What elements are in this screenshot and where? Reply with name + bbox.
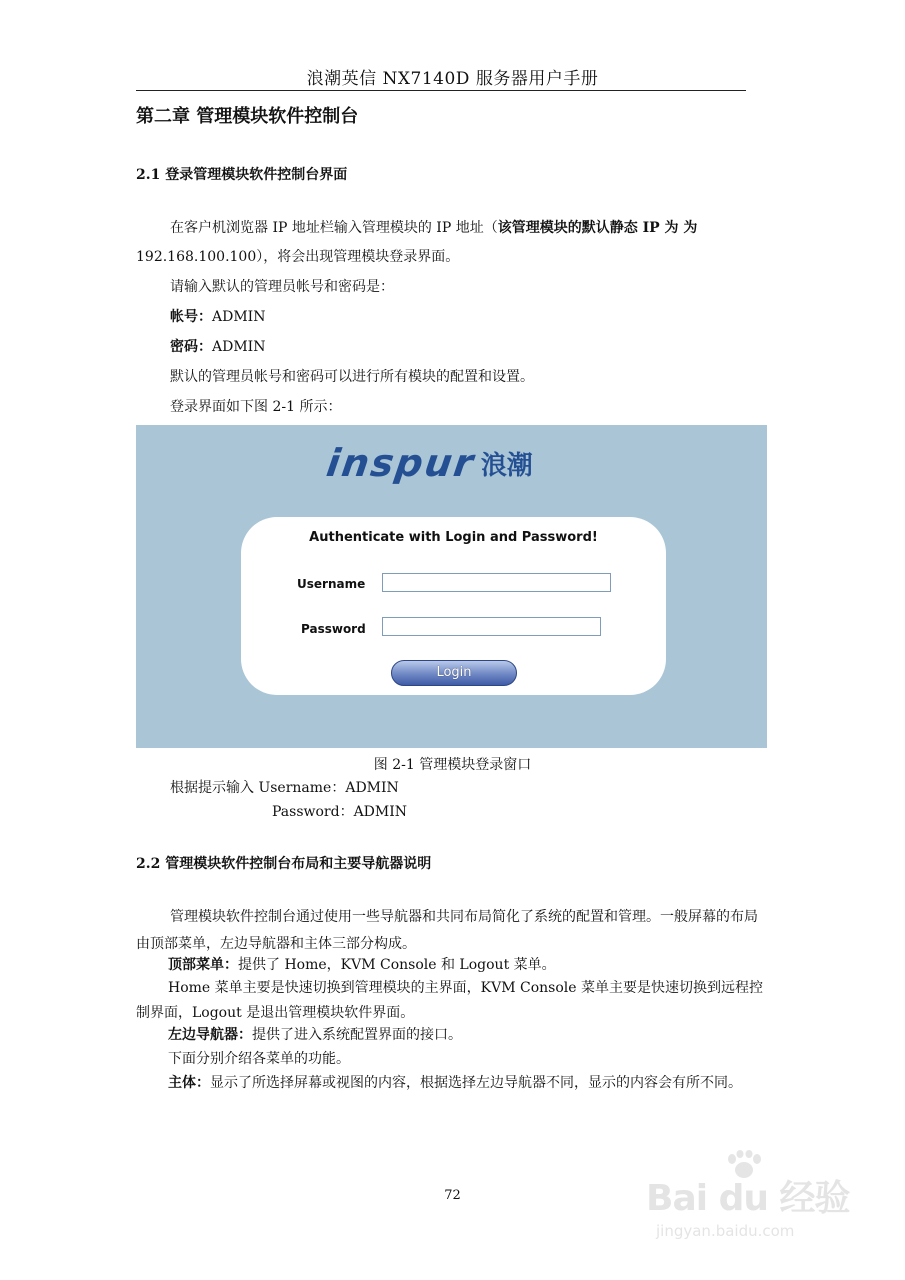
baidu-watermark bbox=[636, 1150, 866, 1255]
login-panel bbox=[241, 517, 666, 695]
account-label: 帐号： bbox=[170, 309, 212, 325]
password-label: 密码： bbox=[170, 339, 212, 355]
main-text: 显示了所选择屏幕或视图的内容，根据选择左边导航器不同，显示的内容会有所不同。 bbox=[210, 1075, 742, 1091]
section2-paragraph-2: Home 菜单主要是快速切换到管理模块的主界面，KVM Console 菜单主要是快速切换到远程控制界面，Logout 是退出管理模块软件界面。 bbox=[136, 980, 763, 1021]
login-panel-title: Authenticate with Login and Password! bbox=[309, 530, 598, 545]
username-label: Username bbox=[297, 577, 366, 591]
top-menu-text: 提供了 Home，KVM Console 和 Logout 菜单。 bbox=[238, 957, 556, 973]
left-nav-label: 左边导航器： bbox=[168, 1027, 252, 1043]
paragraph-text: 在客户机浏览器 IP 地址栏输入管理模块的 IP 地址（ bbox=[170, 220, 498, 236]
page-number: 72 bbox=[444, 1188, 461, 1203]
main-body-paragraph bbox=[136, 1071, 768, 1096]
password-label-field: Password bbox=[301, 622, 366, 636]
paragraph-line: 在客户机浏览器 IP 地址栏输入管理模块的 IP 地址（该管理模块的默认静态 IP 为 为 bbox=[170, 220, 698, 236]
paragraph-line: 请输入默认的管理员帐号和密码是： bbox=[170, 279, 394, 295]
watermark-logo: Bai du 经验 bbox=[646, 1178, 850, 1219]
figure-caption: 图 2-1 管理模块登录窗口 bbox=[373, 757, 532, 773]
left-nav-line bbox=[168, 1024, 462, 1046]
section-heading-2-2: 2.2 管理模块软件控制台布局和主要导航器说明 bbox=[136, 856, 432, 872]
password-value: ADMIN bbox=[212, 339, 266, 355]
left-nav-text: 提供了进入系统配置界面的接口。 bbox=[252, 1027, 462, 1043]
main-label: 主体： bbox=[168, 1075, 210, 1091]
inspur-logo bbox=[323, 441, 533, 485]
login-button[interactable]: Login bbox=[391, 660, 517, 686]
account-value: ADMIN bbox=[212, 309, 266, 325]
password-line bbox=[170, 336, 265, 358]
paragraph-line: 默认的管理员帐号和密码可以进行所有模块的配置和设置。 bbox=[170, 369, 534, 385]
section2-paragraph-3: 下面分别介绍各菜单的功能。 bbox=[168, 1051, 350, 1067]
password-input[interactable] bbox=[382, 617, 601, 636]
top-menu-line bbox=[168, 954, 556, 976]
top-menu-label: 顶部菜单： bbox=[168, 957, 238, 973]
account-line bbox=[170, 306, 265, 328]
document-header-title: 浪潮英信 NX7140D 服务器用户手册 bbox=[306, 69, 599, 89]
paragraph-line: 192.168.100.100），将会出现管理模块登录界面。 bbox=[136, 249, 460, 265]
section2-paragraph-1: 管理模块软件控制台通过使用一些导航器和共同布局简化了系统的配置和管理。一般屏幕的布局由顶部菜单，左边导航器和主体三部分构成。 bbox=[136, 909, 758, 952]
username-input[interactable] bbox=[382, 573, 611, 592]
bold-note: 该管理模块的默认静态 IP 为 bbox=[497, 220, 679, 236]
logo-text-en: inspur bbox=[323, 441, 478, 485]
login-screenshot-figure bbox=[136, 425, 767, 748]
hint-line-username: 根据提示输入 Username：ADMIN bbox=[170, 780, 399, 796]
chapter-title: 第二章 管理模块软件控制台 bbox=[136, 106, 359, 127]
logo-text-cn: 浪潮 bbox=[480, 450, 533, 481]
watermark-url: jingyan.baidu.com bbox=[656, 1222, 795, 1240]
section-heading-2-1: 2.1 登录管理模块软件控制台界面 bbox=[136, 167, 348, 183]
hint-line-password: Password：ADMIN bbox=[272, 804, 408, 820]
paragraph-line: 登录界面如下图 2-1 所示： bbox=[170, 399, 342, 415]
header-divider bbox=[136, 90, 746, 91]
